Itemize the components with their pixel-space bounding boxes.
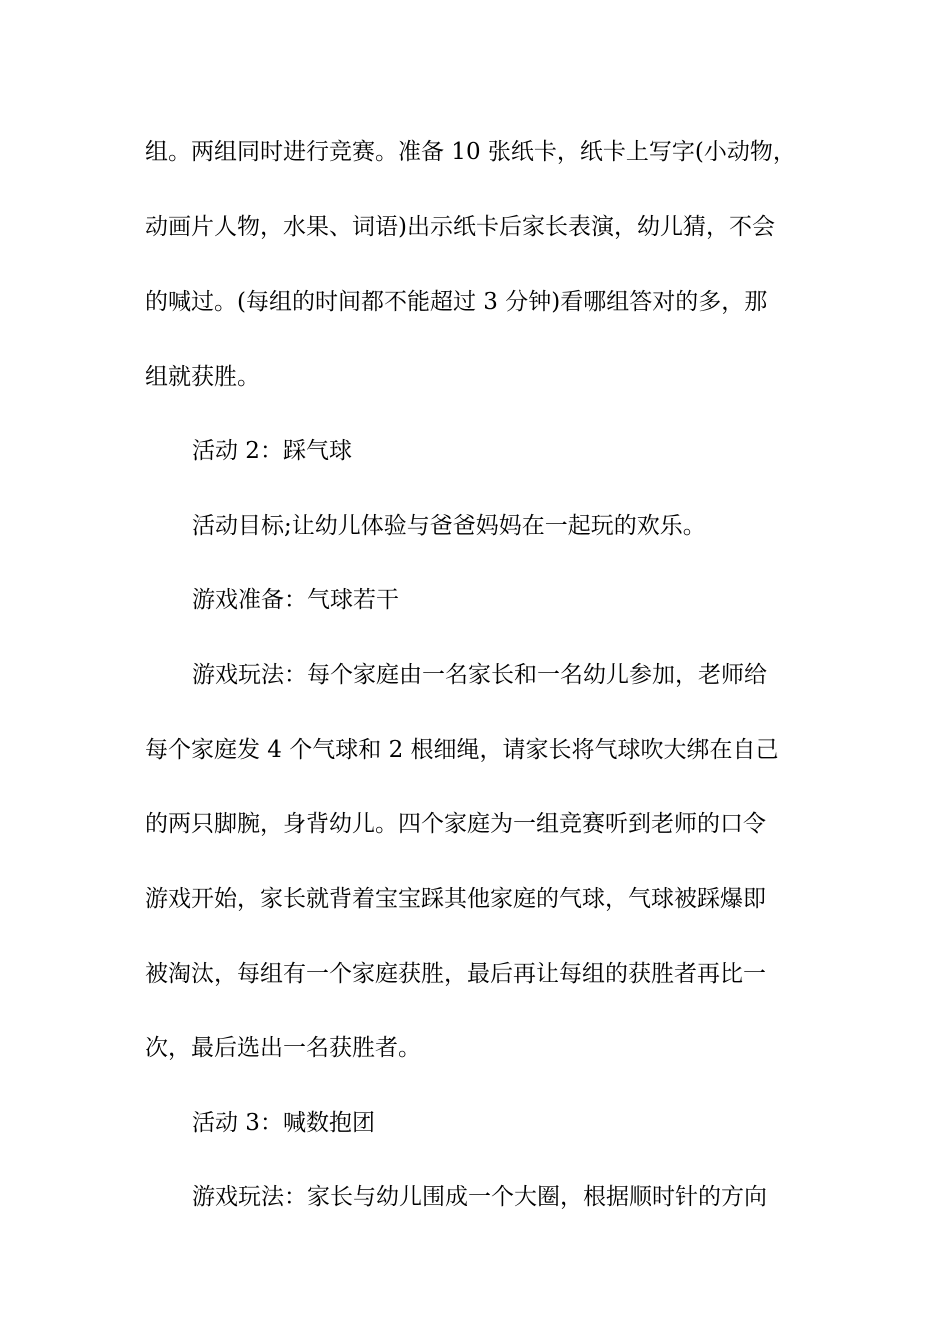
paragraph-line: 游戏开始，家长就背着宝宝踩其他家庭的气球，气球被踩爆即 — [145, 886, 766, 912]
paragraph-line: 游戏玩法：每个家庭由一名家长和一名幼儿参加，老师给 — [192, 662, 767, 688]
paragraph-line: 组就获胜。 — [145, 364, 260, 390]
paragraph-line: 游戏玩法：家长与幼儿围成一个大圈，根据顺时针的方向 — [192, 1184, 767, 1210]
activity-goal-line: 活动目标;让幼儿体验与爸爸妈妈在一起玩的欢乐。 — [192, 513, 706, 539]
section-heading-activity-2: 活动 2：踩气球 — [192, 438, 352, 464]
paragraph-line: 的两只脚腕，身背幼儿。四个家庭为一组竞赛听到老师的口令 — [145, 811, 766, 837]
paragraph-line: 被淘汰，每组有一个家庭获胜，最后再让每组的获胜者再比一 — [145, 961, 766, 987]
paragraph-line: 次，最后选出一名获胜者。 — [145, 1035, 421, 1061]
paragraph-line: 的喊过。(每组的时间都不能超过 3 分钟)看哪组答对的多，那 — [145, 289, 768, 315]
game-preparation-line: 游戏准备：气球若干 — [192, 587, 399, 613]
section-heading-activity-3: 活动 3：喊数抱团 — [192, 1110, 375, 1136]
paragraph-line: 动画片人物，水果、词语)出示纸卡后家长表演，幼儿猜，不会 — [145, 214, 775, 240]
paragraph-line: 每个家庭发 4 个气球和 2 根细绳，请家长将气球吹大绑在自己 — [145, 737, 779, 763]
paragraph-line: 组。两组同时进行竞赛。准备 10 张纸卡，纸卡上写字(小动物， — [145, 139, 796, 165]
